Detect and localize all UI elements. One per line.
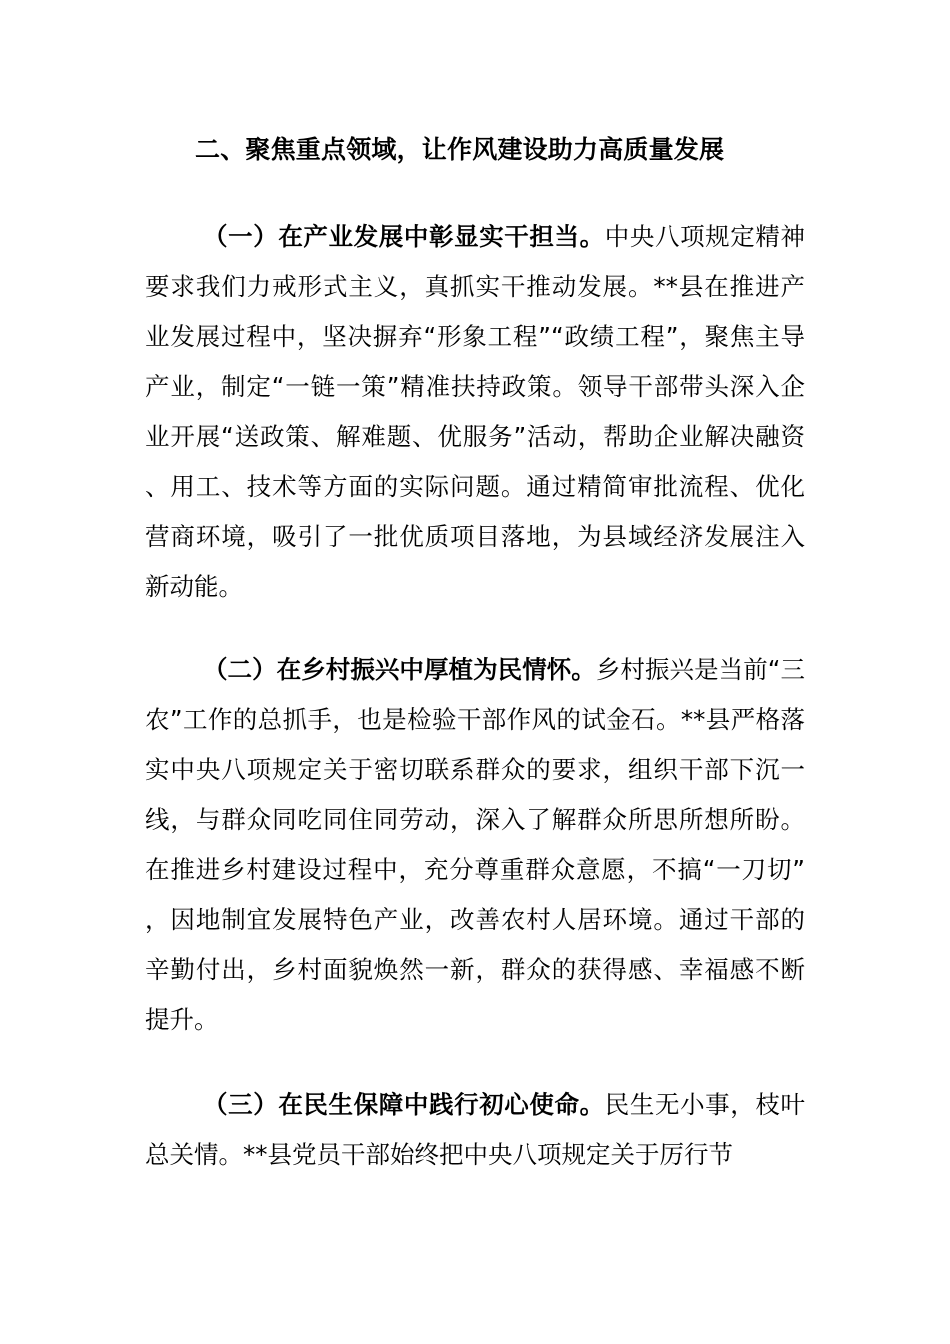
- paragraph-lead: （二）在乡村振兴中厚植为民情怀。: [203, 655, 596, 684]
- paragraph-rural: [145, 645, 805, 1045]
- paragraph-lead: （三）在民生保障中践行初心使命。: [203, 1090, 605, 1119]
- section-heading: 二、聚焦重点领域，让作风建设助力高质量发展: [195, 135, 725, 164]
- paragraph-industry: [145, 212, 805, 612]
- paragraph-body: 乡村振兴是当前“三农”工作的总抓手，也是检验干部作风的试金石。**县严格落实中央八项规定关于密切联系群众的要求，组织干部下沉一线，与群众同吃同住同劳动，深入了解群众所思所想所盼。在推进乡村建设过程中，充分尊重群众意愿，不搞“一刀切”，因地制宜发展特色产业，改善农村人居环境。通过干部的辛勤付出，乡村面貌焕然一新，群众的获得感、幸福感不断提升。: [145, 655, 805, 1034]
- paragraph-lead: （一）在产业发展中彰显实干担当。: [203, 222, 605, 251]
- paragraph-livelihood: [145, 1080, 805, 1180]
- paragraph-body: 中央八项规定精神要求我们力戒形式主义，真抓实干推动发展。**县在推进产业发展过程中，坚决摒弃“形象工程”“政绩工程”，聚焦主导产业，制定“一链一策”精准扶持政策。领导干部带头深入企业开展“送政策、解难题、优服务”活动，帮助企业解决融资、用工、技术等方面的实际问题。通过精简审批流程、优化营商环境，吸引了一批优质项目落地，为县域经济发展注入新动能。: [145, 222, 806, 601]
- paragraph-body: 民生无小事，枝叶总关情。**县党员干部始终把中央八项规定关于厉行节: [145, 1090, 806, 1169]
